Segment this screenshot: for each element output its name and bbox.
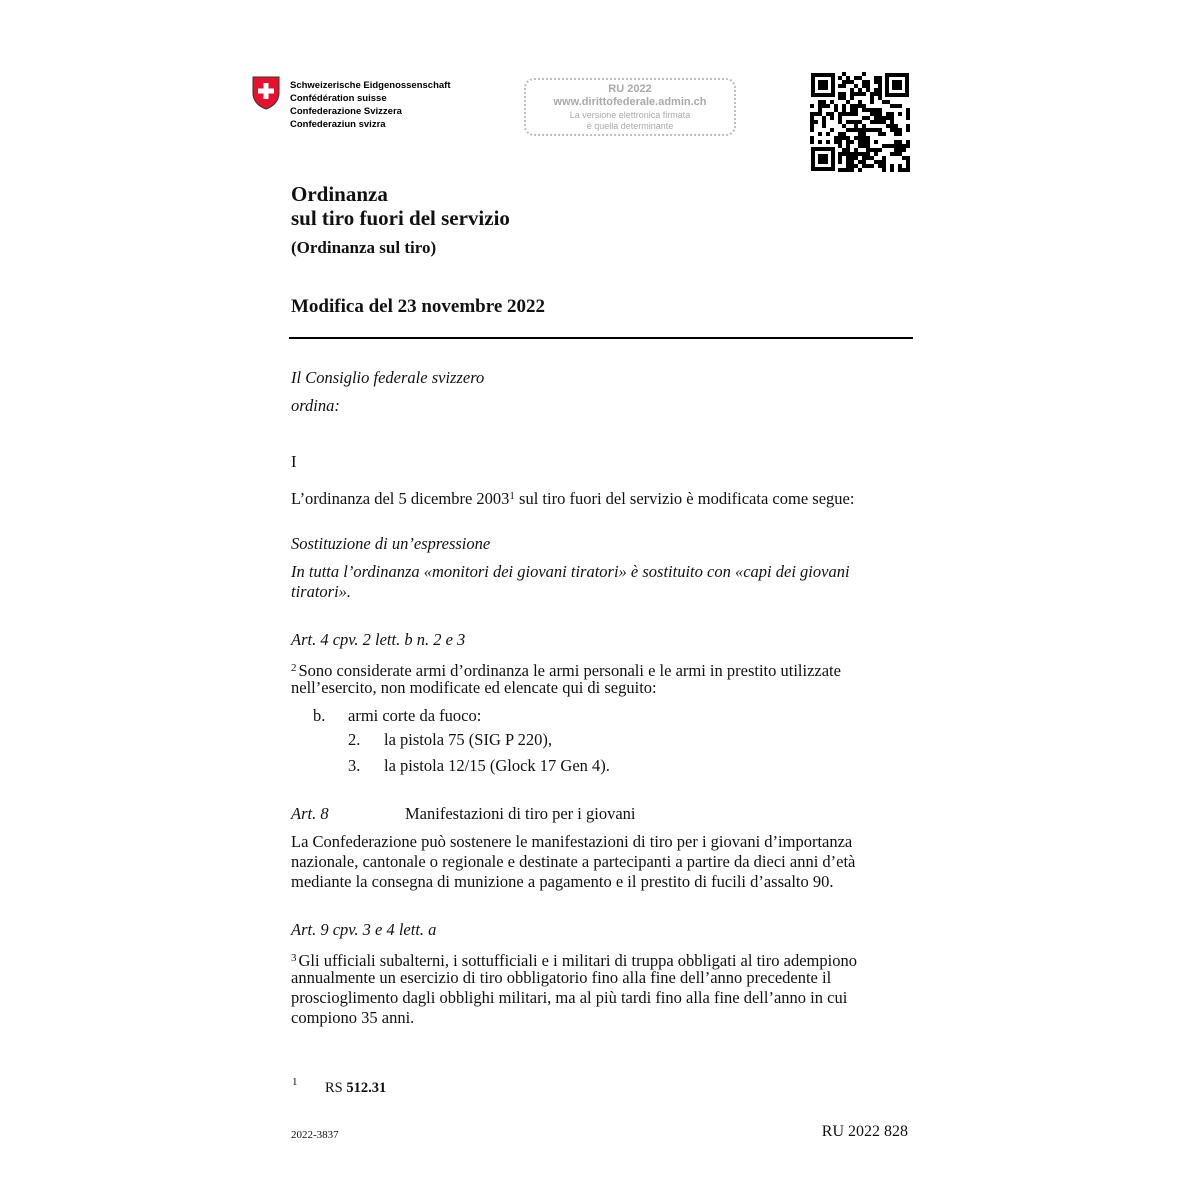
art4-letter: b.	[313, 706, 326, 725]
art4-letter-text: armi corte da fuoco:	[348, 706, 482, 725]
art4-item-number: 2.	[348, 730, 361, 749]
art8-label: Art. 8	[291, 804, 329, 823]
official-publication-stamp	[524, 78, 736, 136]
swiss-coat-of-arms-icon	[252, 76, 280, 110]
art8-text-line-3: mediante la consegna di munizione a pagamento e il prestito di fucili d’assalto 90.	[291, 872, 834, 891]
confederation-names	[290, 79, 451, 131]
art8-text-line-1: La Confederazione può sostenere le manifestazioni di tiro per i giovani d’importanza	[291, 832, 853, 851]
preamble-ordains: ordina:	[291, 396, 340, 415]
document-title	[291, 182, 510, 230]
confederation-name-fr: Confédération suisse	[290, 93, 387, 104]
art9-heading: Art. 9 cpv. 3 e 4 lett. a	[291, 920, 437, 939]
footnote-reference-number: 512.31	[346, 1080, 387, 1096]
amendment-date: Modifica del 23 novembre 2022	[291, 296, 546, 317]
stamp-note-line1: La versione elettronica firmata	[569, 110, 691, 120]
qr-code-icon	[810, 72, 910, 172]
art4-paragraph-line-2: nell’esercito, non modificate ed elencate qui di seguito:	[291, 678, 657, 697]
stamp-url: www.dirittofederale.admin.ch	[553, 96, 707, 108]
footnote-prefix: RS	[325, 1080, 347, 1096]
art9-paragraph-line-3: proscioglimento dagli obblighi militari, ma al più tardi fino alla fine dell’anno in cui	[291, 988, 848, 1007]
amendment-intro-start: L’ordinanza del 5 dicembre 2003	[291, 489, 510, 508]
art4-item-number: 3.	[348, 756, 361, 775]
art9-paragraph-line-2: annualmente un esercizio di tiro obbligatorio fino alla fine dell’anno precedente il	[291, 968, 832, 987]
confederation-name-de: Schweizerische Eidgenossenschaft	[290, 80, 451, 91]
title-line-2: sul tiro fuori del servizio	[291, 206, 510, 230]
art9-paragraph-number: 3	[291, 952, 297, 964]
stamp-note-line2: è quella determinante	[586, 121, 674, 131]
art9-paragraph-text: Gli ufficiali subalterni, i sottufficiali e i militari di truppa obbligati al tiro adempiono	[298, 951, 857, 970]
art4-item-text: la pistola 12/15 (Glock 17 Gen 4).	[384, 756, 610, 775]
footnote-reference: 1	[509, 490, 515, 502]
replacement-heading: Sostituzione di un’espressione	[291, 534, 491, 553]
art8-text-line-2: nazionale, cantonale o regionale e destinate a partecipanti a partire da dieci anni d’età	[291, 852, 856, 871]
section-numeral: I	[291, 452, 297, 471]
confederation-name-rm: Confederaziun svizra	[290, 119, 386, 130]
confederation-name-it: Confederazione Svizzera	[290, 106, 402, 117]
preamble-authority: Il Consiglio federale svizzero	[291, 368, 485, 387]
art8-title: Manifestazioni di tiro per i giovani	[405, 804, 636, 823]
document-short-title: (Ordinanza sul tiro)	[291, 238, 437, 257]
footnote-text	[325, 1080, 386, 1097]
art4-item-text: la pistola 75 (SIG P 220),	[384, 730, 553, 749]
amendment-intro-end: sul tiro fuori del servizio è modificata come segue:	[514, 489, 855, 508]
stamp-collection: RU 2022	[608, 83, 652, 95]
amendment-intro	[291, 486, 854, 509]
art4-heading: Art. 4 cpv. 2 lett. b n. 2 e 3	[291, 630, 466, 649]
footnote-number: 1	[292, 1076, 298, 1088]
art9-paragraph-line-4: compiono 35 anni.	[291, 1008, 415, 1027]
replacement-text-line-1: In tutta l’ordinanza «monitori dei giovani tiratori» è sostituito con «capi dei giovani	[291, 562, 850, 581]
title-line-1: Ordinanza	[291, 182, 388, 206]
page-reference: RU 2022 828	[821, 1123, 908, 1140]
title-divider	[289, 337, 913, 339]
replacement-text-line-2: tiratori».	[291, 582, 352, 601]
art4-paragraph-text: Sono considerate armi d’ordinanza le armi personali e le armi in prestito utilizzate	[298, 661, 841, 680]
document-number: 2022-3837	[291, 1129, 339, 1141]
art4-paragraph-number: 2	[291, 662, 297, 674]
